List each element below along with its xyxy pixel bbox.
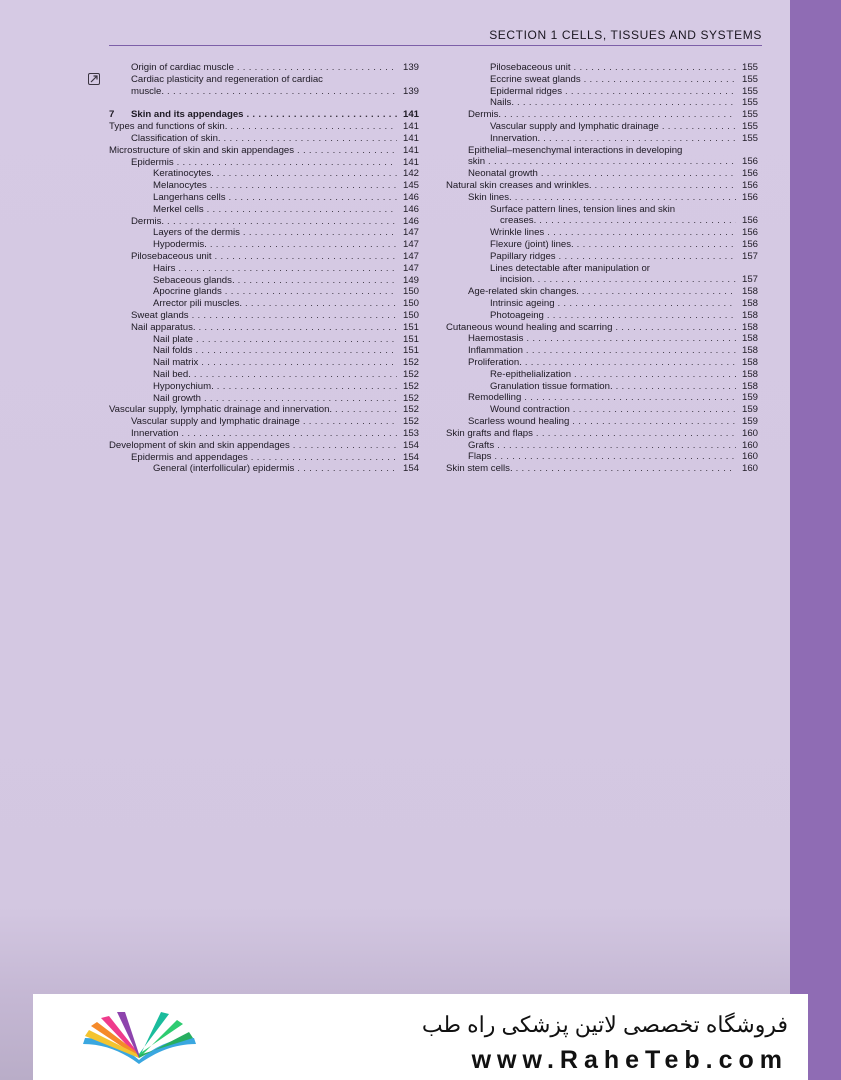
toc-entry-text: Surface pattern lines, tension lines and skin: [490, 203, 676, 215]
toc-entry[interactable]: [109, 239, 419, 251]
toc-entry[interactable]: [446, 298, 758, 310]
toc-entry-title: [446, 322, 736, 334]
toc-entry-title: [446, 74, 736, 86]
toc-entry-text: Sweat glands: [131, 309, 189, 321]
toc-entry-page: 154: [402, 451, 419, 463]
toc-entry-text: Microstructure of skin and skin appendages: [109, 144, 295, 156]
toc-entry-text: Nail folds: [153, 345, 193, 357]
toc-entry-page: 155: [741, 120, 758, 132]
toc-entry-title: [446, 440, 736, 452]
toc-entry-text: Epithelial–mesenchymal interactions in developing: [468, 144, 683, 156]
toc-entry[interactable]: [446, 145, 758, 157]
toc-entry-page: 156: [741, 238, 758, 250]
toc-entry[interactable]: [109, 416, 419, 428]
toc-entry-page: 152: [402, 357, 419, 369]
toc-entry-text: Neonatal growth: [468, 168, 538, 180]
toc-entry-title: [109, 334, 397, 346]
toc-entry-page: 147: [402, 262, 419, 274]
toc-entry-title: [446, 121, 736, 133]
toc-entry-title: [109, 298, 397, 310]
toc-entry-title: [446, 168, 736, 180]
toc-entry-page: 158: [741, 321, 758, 333]
toc-entry[interactable]: [446, 251, 758, 263]
toc-entry-title: [446, 109, 736, 121]
toc-entry-text: Cardiac plasticity and regeneration of cardiac: [131, 73, 323, 85]
toc-entry-title: [446, 263, 736, 275]
running-header: [109, 28, 762, 46]
toc-entry[interactable]: [109, 310, 419, 322]
toc-entry-text: Epidermis and appendages: [131, 451, 248, 463]
toc-entry-text: Skin lines.: [468, 191, 512, 203]
toc-entry[interactable]: [109, 86, 419, 98]
toc-entry-page: 154: [402, 439, 419, 451]
toc-entry-text: Haemostasis: [468, 333, 524, 345]
toc-entry-text: Lines detectable after manipulation or: [490, 262, 650, 274]
toc-entry[interactable]: [446, 416, 758, 428]
toc-entry[interactable]: [446, 215, 758, 227]
toc-entry-text: Skin grafts and flaps: [446, 427, 533, 439]
toc-entry-text: Development of skin and skin appendages: [109, 439, 290, 451]
toc-entry[interactable]: [446, 180, 758, 192]
toc-entry[interactable]: [109, 62, 419, 74]
toc-entry-text: Origin of cardiac muscle: [131, 62, 234, 73]
toc-entry-page: 159: [741, 392, 758, 404]
toc-entry-text: Nail matrix: [153, 357, 199, 369]
toc-entry-title: [446, 274, 736, 286]
toc-entry-text: Scarless wound healing: [468, 415, 570, 427]
toc-entry-title: [109, 133, 397, 145]
toc-entry-page: 152: [402, 392, 419, 404]
toc-entry-page: 146: [402, 203, 419, 215]
toc-entry-page: 141: [402, 144, 419, 156]
toc-entry-page: 160: [741, 463, 758, 475]
toc-entry[interactable]: [446, 227, 758, 239]
section-title: SECTION 1 CELLS, TISSUES AND SYSTEMS: [489, 28, 762, 42]
toc-entry-page: 156: [741, 215, 758, 227]
toc-entry-title: [109, 369, 397, 381]
toc-entry[interactable]: [446, 404, 758, 416]
toc-entry[interactable]: [109, 275, 419, 287]
toc-entry-page: 158: [741, 356, 758, 368]
toc-entry-title: [109, 310, 397, 322]
toc-entry-title: [446, 192, 736, 204]
toc-entry-page: 158: [741, 297, 758, 309]
toc-entry[interactable]: [109, 133, 419, 145]
toc-entry[interactable]: [446, 74, 758, 86]
toc-entry-title: [446, 463, 736, 475]
toc-entry-title: [109, 251, 397, 263]
toc-entry[interactable]: [446, 204, 758, 216]
toc-entry-title: [109, 404, 397, 416]
toc-entry[interactable]: [109, 452, 419, 464]
toc-entry-title: [109, 239, 397, 251]
toc-entry[interactable]: [446, 192, 758, 204]
toc-entry-text: Skin stem cells.: [446, 463, 513, 475]
toc-entry[interactable]: [446, 357, 758, 369]
toc-entry-title: [109, 275, 397, 287]
toc-entry-page: 147: [402, 239, 419, 251]
toc-entry[interactable]: [109, 357, 419, 369]
toc-entry[interactable]: [109, 263, 419, 275]
toc-entry-text: Papillary ridges: [490, 250, 556, 262]
toc-entry-title: [109, 452, 397, 464]
toc-entry-page: 155: [741, 73, 758, 85]
toc-entry-text: Vascular supply and lymphatic drainage: [490, 120, 659, 132]
chapter-number: 7: [109, 109, 115, 121]
toc-entry[interactable]: [109, 334, 419, 346]
toc-entry-page: 152: [402, 416, 419, 428]
toc-entry-text: Pilosebaceous unit: [131, 250, 212, 262]
toc-entry-page: 156: [741, 156, 758, 168]
toc-entry[interactable]: [446, 322, 758, 334]
toc-entry[interactable]: [446, 263, 758, 275]
store-url[interactable]: www.RaheTeb.com: [471, 1046, 788, 1074]
toc-entry-page: 152: [402, 380, 419, 392]
toc-entry-title: [109, 204, 397, 216]
toc-entry[interactable]: [109, 180, 419, 192]
toc-entry-page: 145: [402, 180, 419, 192]
toc-entry-title: [446, 416, 736, 428]
toc-entry[interactable]: [109, 369, 419, 381]
toc-entry-text: Hairs: [153, 262, 176, 274]
toc-entry[interactable]: [446, 392, 758, 404]
toc-entry-text: Intrinsic ageing: [490, 297, 555, 309]
toc-entry-page: 151: [402, 321, 419, 333]
toc-entry-title: [109, 428, 397, 440]
toc-entry[interactable]: [109, 298, 419, 310]
toc-entry[interactable]: [109, 74, 419, 86]
toc-entry-page: 147: [402, 227, 419, 239]
toc-entry-text: incision.: [500, 274, 535, 286]
toc-entry-text: Vascular supply, lymphatic drainage and innervation.: [109, 404, 333, 416]
toc-entry-text: Eccrine sweat glands: [490, 73, 581, 85]
toc-entry-page: 141: [402, 156, 419, 168]
toc-entry-title: [446, 428, 736, 440]
toc-entry-title: [109, 86, 397, 98]
toc-entry-title: [446, 392, 736, 404]
toc-entry[interactable]: [446, 310, 758, 322]
toc-entry-page: 160: [741, 439, 758, 451]
section-color-bar: [790, 0, 841, 1080]
toc-entry-page: 139: [402, 62, 419, 73]
toc-entry[interactable]: [109, 192, 419, 204]
toc-entry-text: creases.: [500, 215, 537, 227]
toc-entry-text: Inflammation: [468, 345, 523, 357]
toc-entry-page: 159: [741, 415, 758, 427]
toc-entry-page: 158: [741, 333, 758, 345]
toc-entry-title: [446, 451, 736, 463]
toc-entry-title: [109, 393, 397, 405]
toc-entry-page: 141: [402, 132, 419, 144]
toc-entry-text: Dermis.: [468, 109, 502, 121]
toc-entry-text: Apocrine glands: [153, 286, 222, 298]
toc-entry-title: [109, 216, 397, 228]
toc-entry-page: 156: [741, 179, 758, 191]
toc-entry-text: Hyponychium.: [153, 380, 214, 392]
toc-entry-text: Innervation: [131, 427, 179, 439]
toc-entry[interactable]: [109, 345, 419, 357]
toc-entry[interactable]: [446, 369, 758, 381]
toc-entry-text: Proliferation.: [468, 356, 522, 368]
toc-entry-title: [109, 74, 397, 86]
toc-entry[interactable]: [446, 239, 758, 251]
toc-entry[interactable]: [109, 393, 419, 405]
toc-entry-page: 159: [741, 404, 758, 416]
toc-entry-page: 155: [741, 109, 758, 121]
toc-entry-text: Wound contraction: [490, 404, 570, 416]
toc-entry-text: Types and functions of skin.: [109, 121, 228, 133]
toc-entry[interactable]: [109, 428, 419, 440]
toc-entry-page: 150: [402, 286, 419, 298]
toc-entry-page: 141: [402, 109, 419, 121]
toc-entry[interactable]: [446, 86, 758, 98]
toc-entry-page: 155: [741, 132, 758, 144]
toc-entry-title: [446, 180, 736, 192]
toc-entry[interactable]: [109, 440, 419, 452]
toc-entry-title: [109, 145, 397, 157]
toc-column-right: [446, 62, 758, 475]
toc-entry[interactable]: [446, 109, 758, 121]
toc-entry-text: Merkel cells: [153, 203, 204, 215]
toc-entry-title: [109, 263, 397, 275]
toc-entry-page: 160: [741, 451, 758, 463]
toc-entry[interactable]: [446, 121, 758, 133]
toc-entry[interactable]: [446, 428, 758, 440]
toc-entry-text: Natural skin creases and wrinkles.: [446, 179, 592, 191]
toc-entry-page: 160: [741, 427, 758, 439]
toc-entry[interactable]: [446, 286, 758, 298]
toc-entry-text: Wrinkle lines: [490, 227, 545, 239]
toc-entry-text: Layers of the dermis: [153, 227, 240, 239]
toc-entry-page: 154: [402, 463, 419, 475]
toc-entry-page: 151: [402, 345, 419, 357]
toc-entry-text: Nail plate: [153, 333, 193, 345]
toc-entry[interactable]: [109, 227, 419, 239]
toc-entry-page: 156: [741, 191, 758, 203]
toc-entry[interactable]: [109, 251, 419, 263]
toc-entry-title: [109, 192, 397, 204]
toc-entry-page: 153: [402, 427, 419, 439]
toc-entry-text: Sebaceous glands.: [153, 274, 235, 286]
toc-entry-text: Pilosebaceous unit: [490, 62, 571, 73]
toc-entry-page: 141: [402, 121, 419, 133]
toc-entry[interactable]: [446, 440, 758, 452]
toc-entry-title: [109, 62, 397, 74]
toc-entry-text: Epidermal ridges: [490, 85, 562, 97]
toc-entry-page: 158: [741, 380, 758, 392]
toc-entry-text: Nail bed.: [153, 368, 191, 380]
toc-entry-title: [109, 227, 397, 239]
toc-entry-text: Arrector pili muscles.: [153, 298, 243, 310]
toc-entry[interactable]: [446, 97, 758, 109]
toc-entry-title: [446, 298, 736, 310]
toc-entry[interactable]: [109, 381, 419, 393]
toc-entry-page: 150: [402, 309, 419, 321]
toc-entry-page: 158: [741, 368, 758, 380]
toc-entry[interactable]: [446, 168, 758, 180]
toc-entry-title: [109, 345, 397, 357]
toc-entry[interactable]: [109, 204, 419, 216]
toc-entry[interactable]: [109, 404, 419, 416]
toc-entry-title: [109, 109, 397, 121]
toc-entry-title: [446, 86, 736, 98]
toc-entry-text: Age-related skin changes.: [468, 286, 579, 298]
toc-entry-title: [446, 333, 736, 345]
toc-entry-title: [109, 322, 397, 334]
toc-entry-page: 157: [741, 250, 758, 262]
toc-entry-title: [109, 180, 397, 192]
toc-entry[interactable]: [446, 345, 758, 357]
toc-entry-title: [109, 416, 397, 428]
toc-entry[interactable]: [446, 463, 758, 475]
toc-entry-text: Photoageing: [490, 309, 544, 321]
toc-column-left: [109, 62, 419, 475]
toc-entry[interactable]: [446, 133, 758, 145]
toc-entry[interactable]: [109, 216, 419, 228]
open-book-logo-icon: [77, 1008, 202, 1070]
toc-entry-title: [109, 286, 397, 298]
external-link-icon[interactable]: [88, 73, 100, 85]
toc-entry-title: [109, 157, 397, 169]
toc-entry-title: [109, 381, 397, 393]
toc-entry[interactable]: [446, 62, 758, 74]
toc-entry-title: [446, 310, 736, 322]
toc-entry-text: General (interfollicular) epidermis: [153, 463, 295, 475]
toc-entry-page: 146: [402, 215, 419, 227]
toc-entry[interactable]: [109, 463, 419, 475]
toc-entry-page: 157: [741, 274, 758, 286]
toc-entry-title: [446, 97, 736, 109]
toc-entry-page: 150: [402, 298, 419, 310]
toc-entry-page: 156: [741, 227, 758, 239]
toc-entry-page: 158: [741, 286, 758, 298]
toc-entry-page: 142: [402, 168, 419, 180]
toc-entry-page: 155: [741, 85, 758, 97]
toc-entry[interactable]: [446, 451, 758, 463]
toc-entry-page: 151: [402, 333, 419, 345]
toc-entry[interactable]: [109, 286, 419, 298]
toc-entry-title: [446, 381, 736, 393]
toc-entry-text: skin: [468, 156, 486, 168]
toc-entry-title: [446, 204, 736, 216]
toc-entry-text: Flexure (joint) lines.: [490, 238, 574, 250]
toc-entry-title: [446, 357, 736, 369]
toc-entry-text: Hypodermis.: [153, 239, 207, 251]
toc-entry[interactable]: [109, 322, 419, 334]
toc-entry-text: Keratinocytes.: [153, 168, 214, 180]
toc-entry-title: [109, 168, 397, 180]
footer-banner: [33, 994, 808, 1080]
toc-entry-text: Flaps: [468, 451, 492, 463]
toc-entry-page: 158: [741, 345, 758, 357]
toc-entry-title: [109, 121, 397, 133]
toc-entry[interactable]: [109, 145, 419, 157]
toc-entry-text: Melanocytes: [153, 180, 207, 192]
toc-entry-page: 139: [402, 85, 419, 97]
toc-entry-text: Nail growth: [153, 392, 201, 404]
toc-entry-text: Cutaneous wound healing and scarring: [446, 321, 613, 333]
toc-entry-title: [446, 404, 736, 416]
toc-entry-text: Langerhans cells: [153, 191, 226, 203]
toc-entry[interactable]: [446, 381, 758, 393]
toc-entry-text: Re-epithelialization: [490, 368, 572, 380]
toc-entry-text: Nail apparatus.: [131, 321, 196, 333]
toc-entry-title: [446, 133, 736, 145]
toc-entry-text: Classification of skin.: [131, 132, 221, 144]
toc-entry-page: 155: [741, 62, 758, 73]
toc-entry[interactable]: [109, 121, 419, 133]
toc-entry-page: 147: [402, 250, 419, 262]
toc-entry-page: 152: [402, 404, 419, 416]
toc-entry-text: Nails.: [490, 97, 514, 109]
toc-entry-page: 152: [402, 368, 419, 380]
toc-entry-page: 149: [402, 274, 419, 286]
toc-entry-page: 158: [741, 309, 758, 321]
toc-entry-text: Granulation tissue formation.: [490, 380, 613, 392]
toc-entry-text: Grafts: [468, 439, 495, 451]
toc-entry-title: [446, 251, 736, 263]
toc-entry-page: 146: [402, 191, 419, 203]
toc-entry-title: [446, 62, 736, 74]
toc-entry-title: [446, 156, 736, 168]
toc-entry[interactable]: [109, 168, 419, 180]
toc-entry-title: [446, 369, 736, 381]
toc-entry-text: Vascular supply and lymphatic drainage: [131, 416, 300, 428]
toc-entry[interactable]: [109, 157, 419, 169]
toc-entry-title: [446, 345, 736, 357]
chapter-title: Skin and its appendages: [131, 109, 244, 121]
store-name: فروشگاه تخصصی لاتین پزشکی راه طب: [421, 1012, 788, 1037]
toc-entry-text: muscle.: [131, 85, 165, 97]
toc-entry[interactable]: [446, 333, 758, 345]
toc-entry-title: [109, 440, 397, 452]
toc-entry-title: [109, 463, 397, 475]
toc-entry-page: 155: [741, 97, 758, 109]
toc-entry-text: Innervation.: [490, 132, 541, 144]
toc-entry[interactable]: [109, 109, 419, 121]
toc-entry-title: [109, 357, 397, 369]
toc-entry-title: [446, 227, 736, 239]
toc-entry[interactable]: [446, 274, 758, 286]
toc-entry-page: 156: [741, 168, 758, 180]
toc-entry[interactable]: [446, 156, 758, 168]
toc-entry-title: [446, 145, 736, 157]
toc-entry-text: Dermis.: [131, 215, 165, 227]
toc-entry-text: Epidermis: [131, 156, 174, 168]
toc-entry-text: Remodelling: [468, 392, 522, 404]
toc-entry-title: [446, 286, 736, 298]
toc-entry-title: [446, 215, 736, 227]
toc-entry-title: [446, 239, 736, 251]
